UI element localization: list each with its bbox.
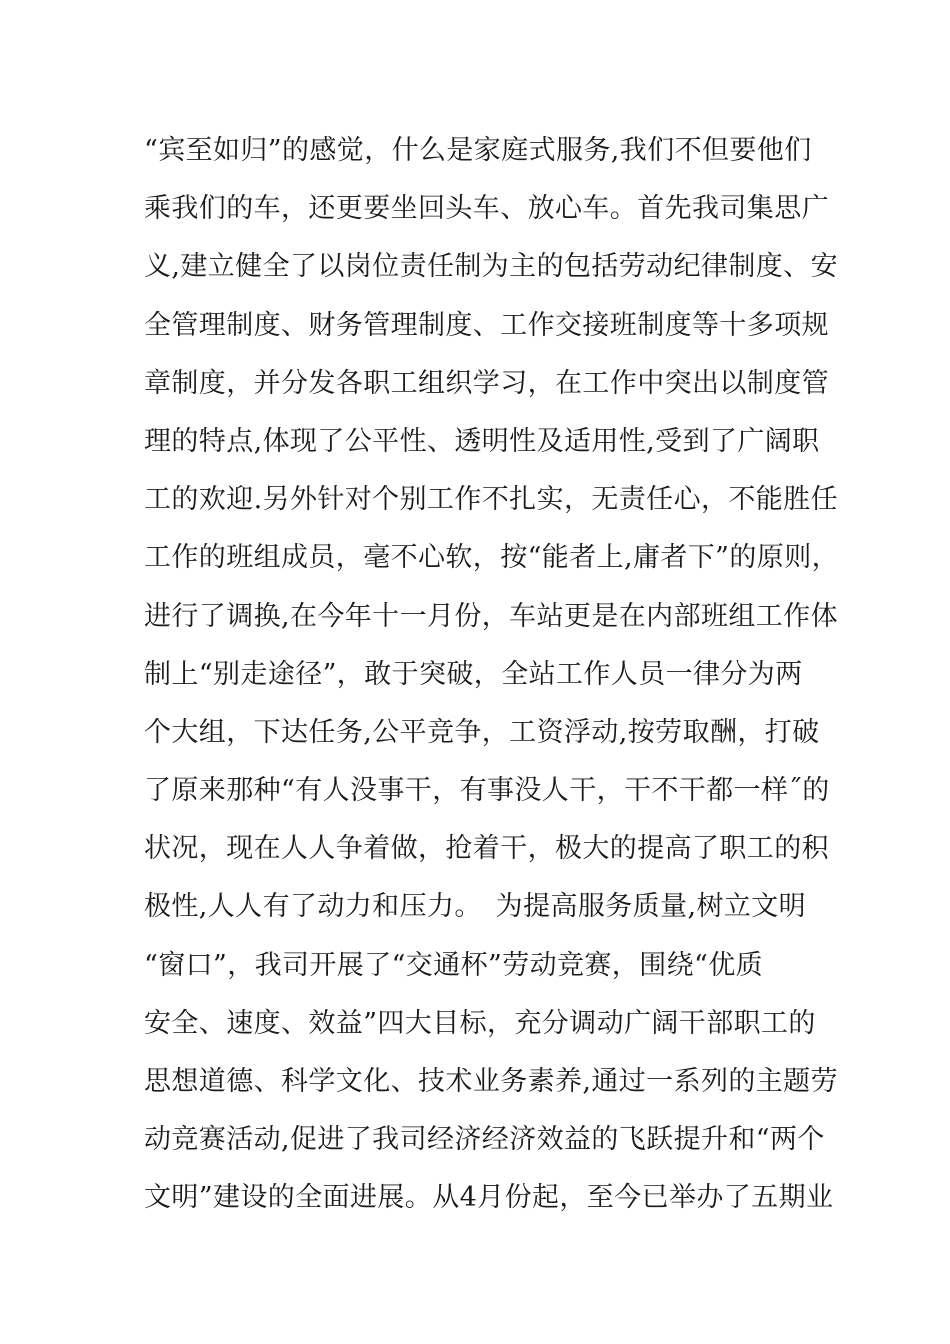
text-line: “窗口”，我司开展了“交通杯”劳动竞赛，围绕“优质 [144, 949, 764, 981]
text-line: 文明”建设的全面进展。从4月份起，至今已举办了五期业 [144, 1182, 834, 1214]
text-line: 理的特点,体现了公平性、透明性及适用性,受到了广阔职 [144, 425, 820, 457]
text-line: 乘我们的车，还更要坐回头车、放心车。首先我司集思广 [144, 193, 829, 225]
text-line: 了原来那种“有人没事干，有事没人干，干不干都一样˝的 [144, 775, 830, 807]
text-line: 义,建立健全了以岗位责任制为主的包括劳动纪律制度、安 [144, 251, 838, 283]
text-line: 极性,人人有了动力和压力。 为提高服务质量,树立文明 [144, 891, 807, 923]
text-line: 全管理制度、财务管理制度、工作交接班制度等十多项规 [144, 309, 829, 341]
text-line: “宾至如归”的感觉，什么是家庭式服务,我们不但要他们 [144, 135, 812, 166]
text-line: 思想道德、科学文化、技术业务素养,通过一系列的主题劳 [144, 1066, 838, 1097]
text-line: 制上“别走途径”，敢于突破，全站工作人员一律分为两 [144, 658, 803, 690]
body-text [144, 122, 844, 1228]
text-line: 动竞赛活动,促进了我司经济经济效益的飞跃提升和“两个 [144, 1124, 825, 1156]
text-line: 工作的班组成员，毫不心软，按“能者上,庸者下”的原则， [144, 542, 839, 574]
text-line: 进行了调换,在今年十一月份，车站更是在内部班组工作体 [144, 600, 838, 632]
text-line: 章制度，并分发各职工组织学习，在工作中突出以制度管 [144, 367, 829, 399]
text-line: 个大组，下达任务,公平竞争，工资浮动,按劳取酬，打破 [144, 716, 820, 748]
text-line: 安全、速度、效益”四大目标，充分调动广阔干部职工的 [144, 1007, 816, 1039]
text-line: 状况，现在人人争着做，抢着干，极大的提高了职工的积 [144, 833, 829, 865]
text-line: 工的欢迎.另外针对个别工作不扎实，无责任心，不能胜任 [144, 484, 838, 516]
